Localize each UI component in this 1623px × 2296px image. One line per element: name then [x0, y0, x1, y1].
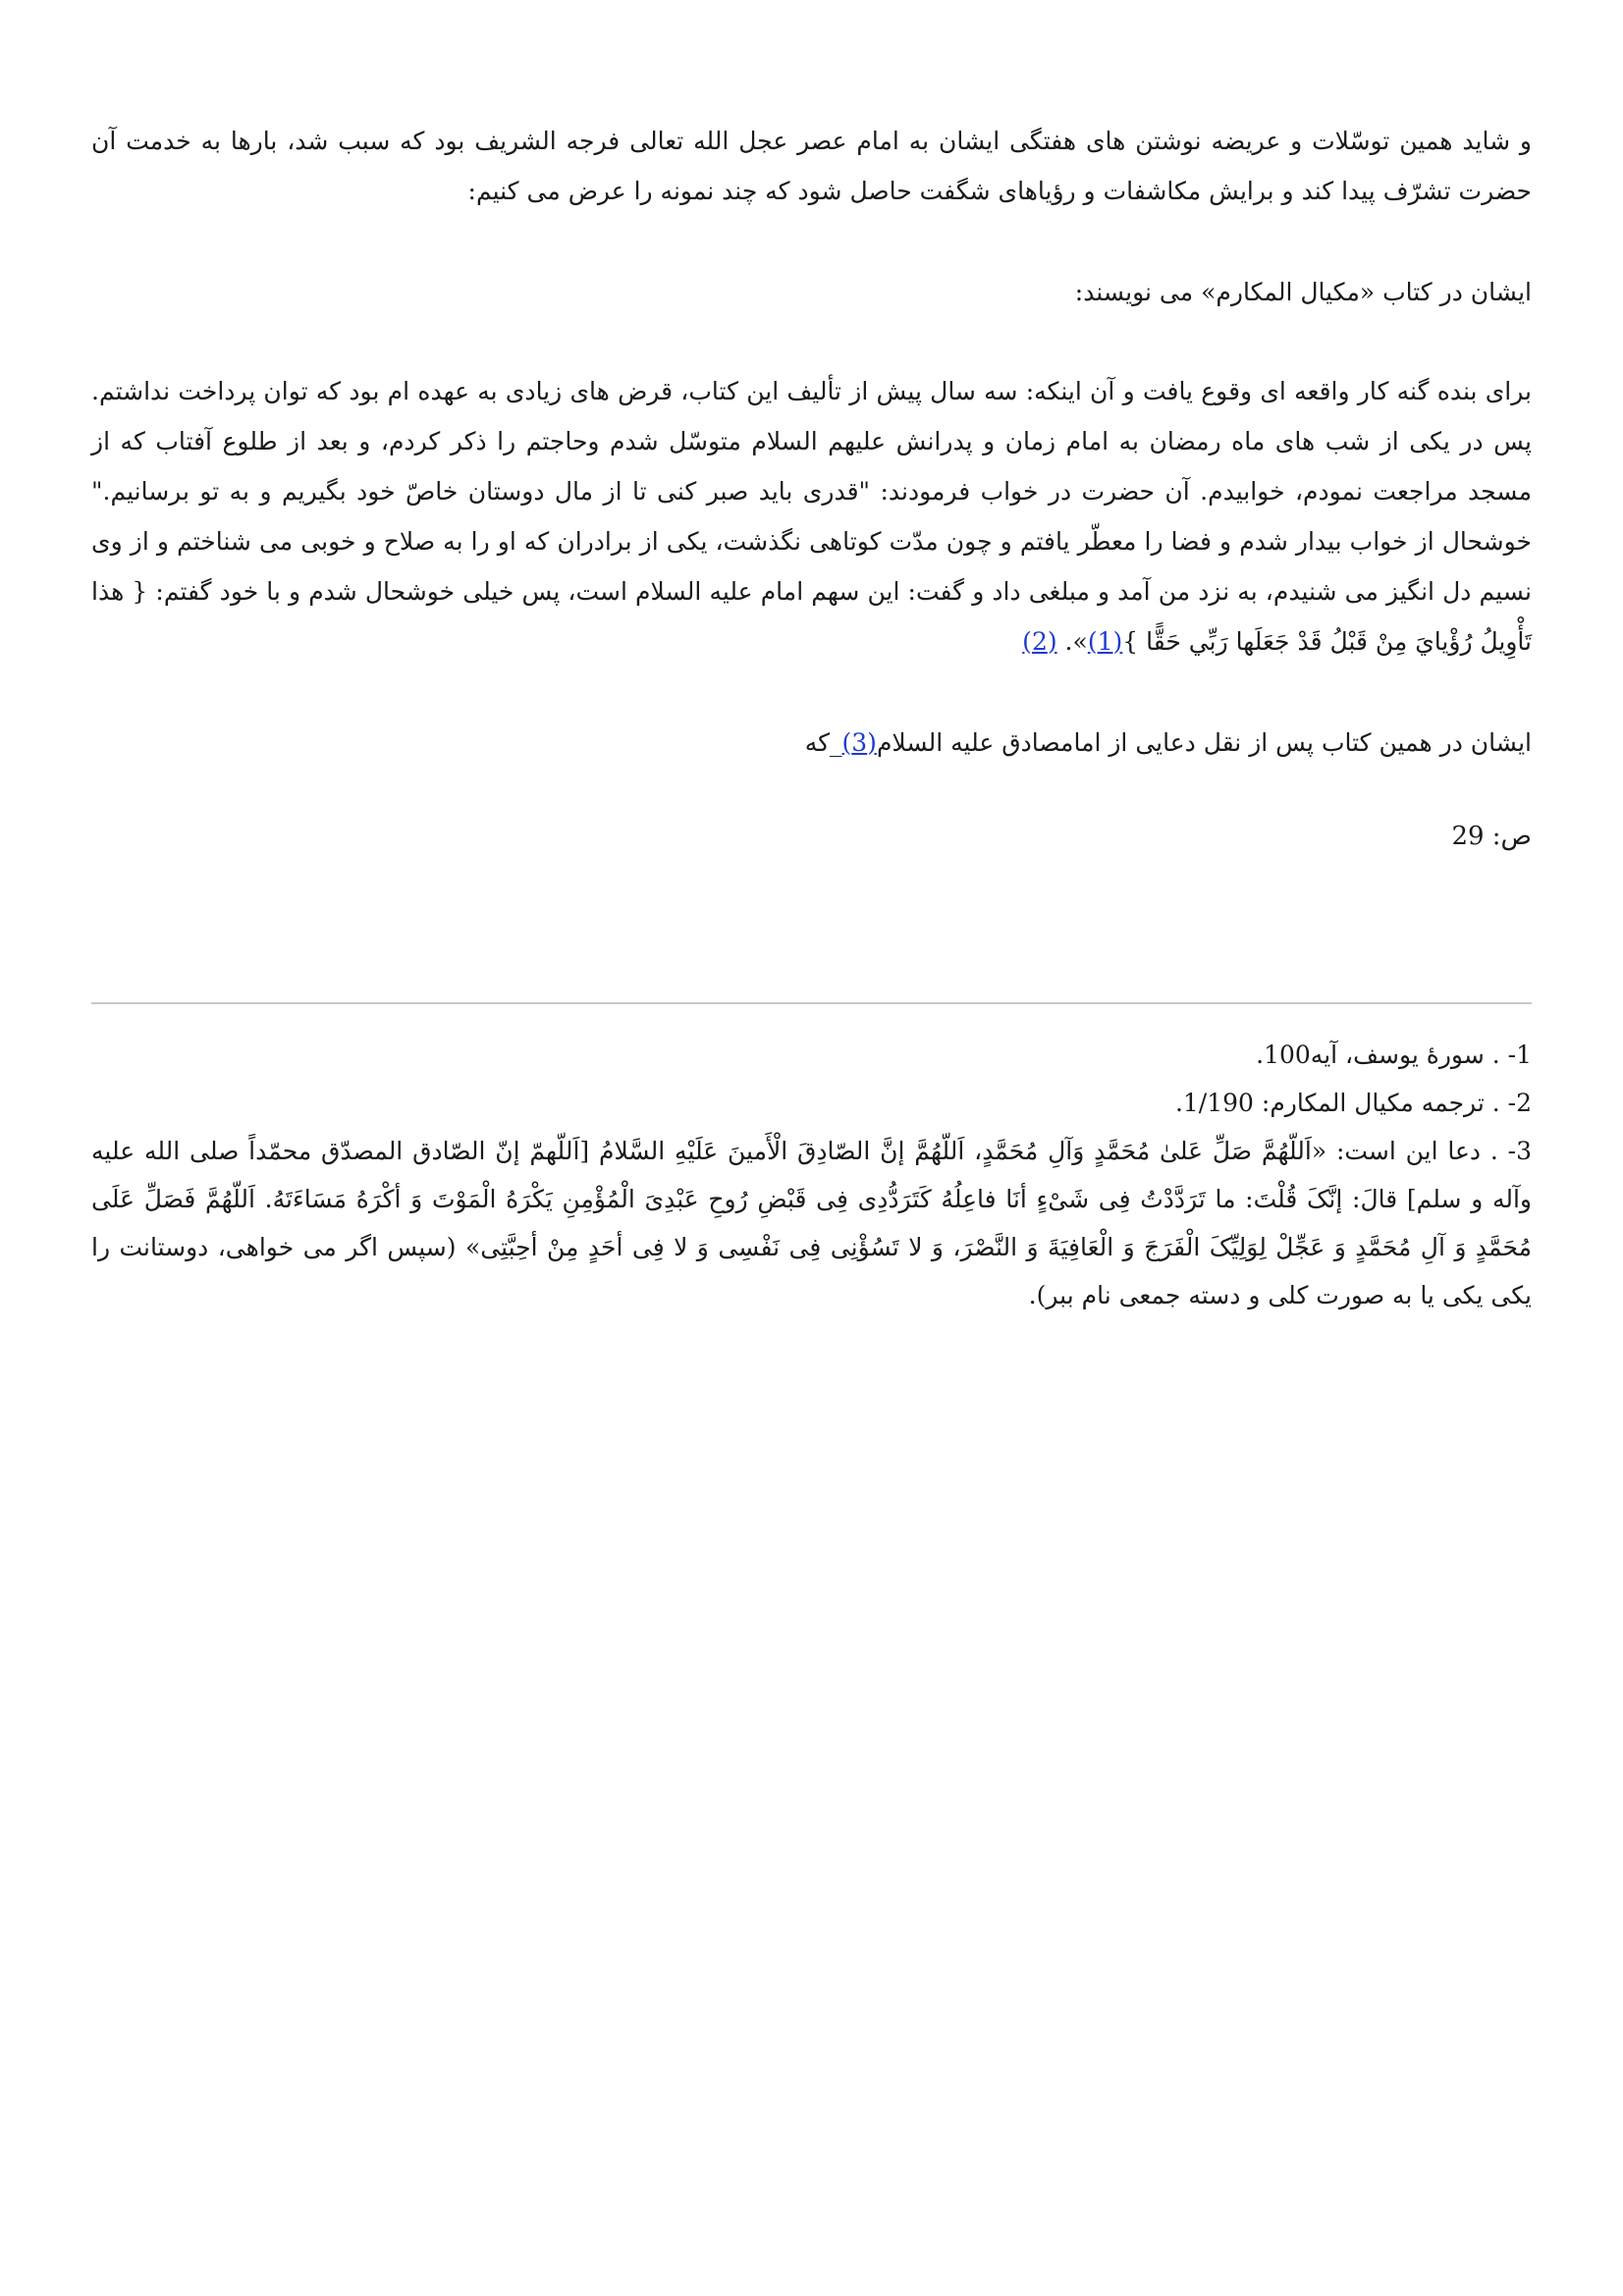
document-body [91, 116, 1532, 856]
dream-narrative-paragraph [91, 366, 1532, 667]
footnote-1: 1- . سورۀ یوسف، آیه100. [1256, 1041, 1532, 1069]
dream-narrative-text: برای بنده گنه کار واقعه ای وقوع یافت و آن اینکه: سه سال پیش از تألیف این کتاب، قرض های زیادی به عهده ام بود که توان پرداخت نداشتم. پس در یکی از شب های ماه رمضان به امام زمان و پدرانش علیهم السلام متوسّل شدم وحاجتم را ذکر کردم، و بعد از طلوع آفتاب که از مسجد مراجعت نمودم، خوابیدم. آن حضرت در خواب فرمودند: "قدری باید صبر کنی تا از مال دوستان خاصّ خود بگیریم و به تو برسانیم." خوشحال از خواب بیدار شدم و فضا را معطّر یافتم و چون مدّت کوتاهی نگذشت، یکی از برادران که او را به صلاح و خوبی می شناختم و از وی نسیم دل انگیز می شنیدم، به نزد من آمد و مبلغی داد و گفت: این سهم امام علیه السلام است، پس خیلی خوشحال شدم و با خود گفتم: { هذا تَأْوِيلُ رُؤْيايَ مِنْ قَبْلُ قَدْ جَعَلَها رَبِّي حَقًّا } [91, 377, 1532, 656]
footnote-3: 3- . دعا این است: «اَللّهُمَّ صَلِّ عَلیٰ مُحَمَّدٍ وَآلِ مُحَمَّدٍ، اَللّهُمَّ إنَّ الصّادِقَ الْأَمینَ عَلَیْهِ السَّلامُ [اَللّهمّ إنّ الصّادق المصدّق محمّداً صلی الله علیه وآله و سلم] قالَ: إنَّکَ قُلْتَ: ما تَرَدَّدْتُ فِی شَیْءٍ أنَا فاعِلُهُ کَتَرَدُّدِی فِی قَبْضِ رُوحِ عَبْدِیَ الْمُؤْمِنِ یَکْرَهُ الْمَوْتَ وَ أکْرَهُ مَسَاءَتَهُ. اَللّهُمَّ فَصَلِّ عَلَی مُحَمَّدٍ وَ آلِ مُحَمَّدٍ وَ عَجِّلْ لِوَلِیِّکَ الْفَرَجَ وَ الْعَافِیَةَ وَ النَّصْرَ، وَ لا تَسُؤْنِی فِی نَفْسِی وَ لا فِی أحَدٍ مِنْ أحِبَّتِی» (سپس اگر می خواهی، دوستانت را یکی یکی یا به صورت کلی و دسته جمعی نام ببر). [91, 1137, 1532, 1309]
footnote-ref-3[interactable]: (3) [841, 728, 877, 757]
footnotes-section [91, 1031, 1532, 1319]
footnote-divider [91, 1002, 1532, 1004]
intro-paragraph: و شاید همین توسّلات و عریضه نوشتن های هفتگی ایشان به امام عصر عجل الله تعالی فرجه الشریف بود که سبب شد، بارها به خدمت آن حضرت تشرّف پیدا کند و برایش مکاشفات و رؤیاهای شگفت حاصل شود که چند نمونه را عرض می کنیم: [91, 127, 1532, 205]
book-intro-line: ایشان در کتاب «مکیال المکارم» می نویسند: [1074, 278, 1532, 306]
footnote-ref-2[interactable]: (2) [1022, 627, 1057, 656]
continuation-tail: _که [804, 728, 842, 757]
continuation-paragraph [91, 718, 1532, 768]
page-number: ص: 29 [1451, 822, 1532, 851]
quote-close-text: ». [1056, 627, 1088, 656]
footnote-ref-1[interactable]: (1) [1087, 627, 1123, 656]
continuation-text: ایشان در همین کتاب پس از نقل دعایی از امامصادق علیه السلام [876, 728, 1532, 757]
footnote-2: 2- . ترجمه مکیال المکارم: 1/190. [1174, 1089, 1532, 1117]
